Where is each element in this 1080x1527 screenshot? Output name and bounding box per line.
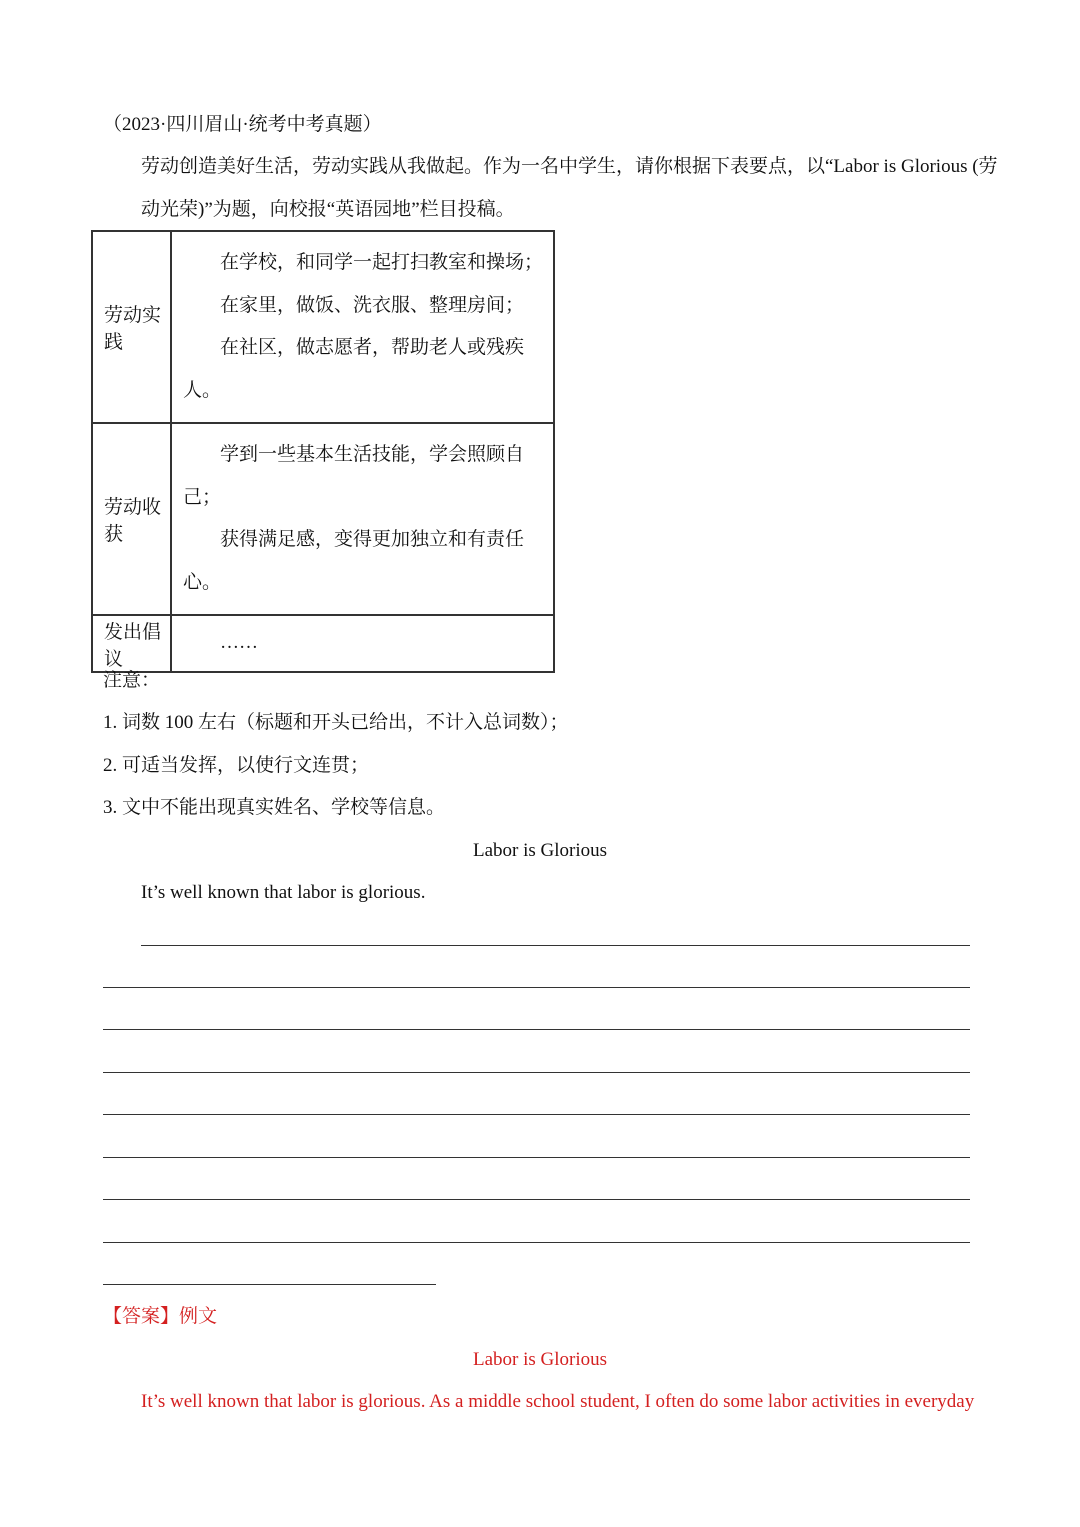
essay-opening: It’s well known that labor is glorious. <box>141 882 426 903</box>
note-item-3: 3. 文中不能出现真实姓名、学校等信息。 <box>103 797 446 818</box>
content-line: 己； <box>182 486 221 508</box>
row-label-proposal: 发出倡议 <box>92 615 171 672</box>
writing-line[interactable] <box>103 1029 970 1030</box>
writing-line[interactable] <box>103 1114 970 1115</box>
prompt-line-1: 劳动创造美好生活，劳动实践从我做起。作为一名中学生，请你根据下表要点，以“Labor is Glorious (劳 <box>141 156 998 177</box>
writing-line[interactable] <box>103 1242 970 1243</box>
writing-line[interactable] <box>103 1072 970 1073</box>
content-line: 在家里，做饭、洗衣服、整理房间； <box>219 294 524 316</box>
content-line: 获得满足感，变得更加独立和有责任 <box>219 529 524 550</box>
row-label-practice: 劳动实践 <box>92 231 171 423</box>
notes-heading: 注意： <box>103 670 161 691</box>
content-line: 学到一些基本生活技能，学会照顾自 <box>219 444 524 465</box>
table-row <box>92 423 554 615</box>
row-content-practice <box>171 231 554 423</box>
writing-line[interactable] <box>141 945 970 946</box>
content-line: 在学校，和同学一起打扫教室和操场； <box>219 252 543 273</box>
note-item-1: 1. 词数 100 左右（标题和开头已给出，不计入总词数）； <box>103 712 569 733</box>
row-content-proposal <box>171 615 554 672</box>
question-source: （2023·四川眉山·统考中考真题） <box>103 114 382 135</box>
content-line: 心。 <box>182 571 221 593</box>
writing-line[interactable] <box>103 1199 970 1200</box>
content-line: 在社区，做志愿者，帮助老人或残疾 <box>219 337 524 358</box>
writing-line[interactable] <box>103 987 970 988</box>
table-row <box>92 231 554 423</box>
answer-title: Labor is Glorious <box>472 1349 608 1370</box>
row-label-harvest: 劳动收获 <box>92 423 171 615</box>
answer-text: It’s well known that labor is glorious. As a middle school student, I often do some labor activities in everyday <box>141 1391 975 1412</box>
essay-title: Labor is Glorious <box>472 840 608 861</box>
writing-line[interactable] <box>103 1284 436 1285</box>
prompt-line-2: 动光荣)”为题，向校报“英语园地”栏目投稿。 <box>141 199 515 220</box>
task-points-table <box>91 230 555 673</box>
answer-tag: 【答案】例文 <box>103 1306 218 1327</box>
row-content-harvest <box>171 423 554 615</box>
note-item-2: 2. 可适当发挥，以使行文连贯； <box>103 755 370 776</box>
content-line: 人。 <box>182 379 221 401</box>
content-line: …… <box>219 632 258 654</box>
writing-line[interactable] <box>103 1157 970 1158</box>
table-row <box>92 615 554 672</box>
